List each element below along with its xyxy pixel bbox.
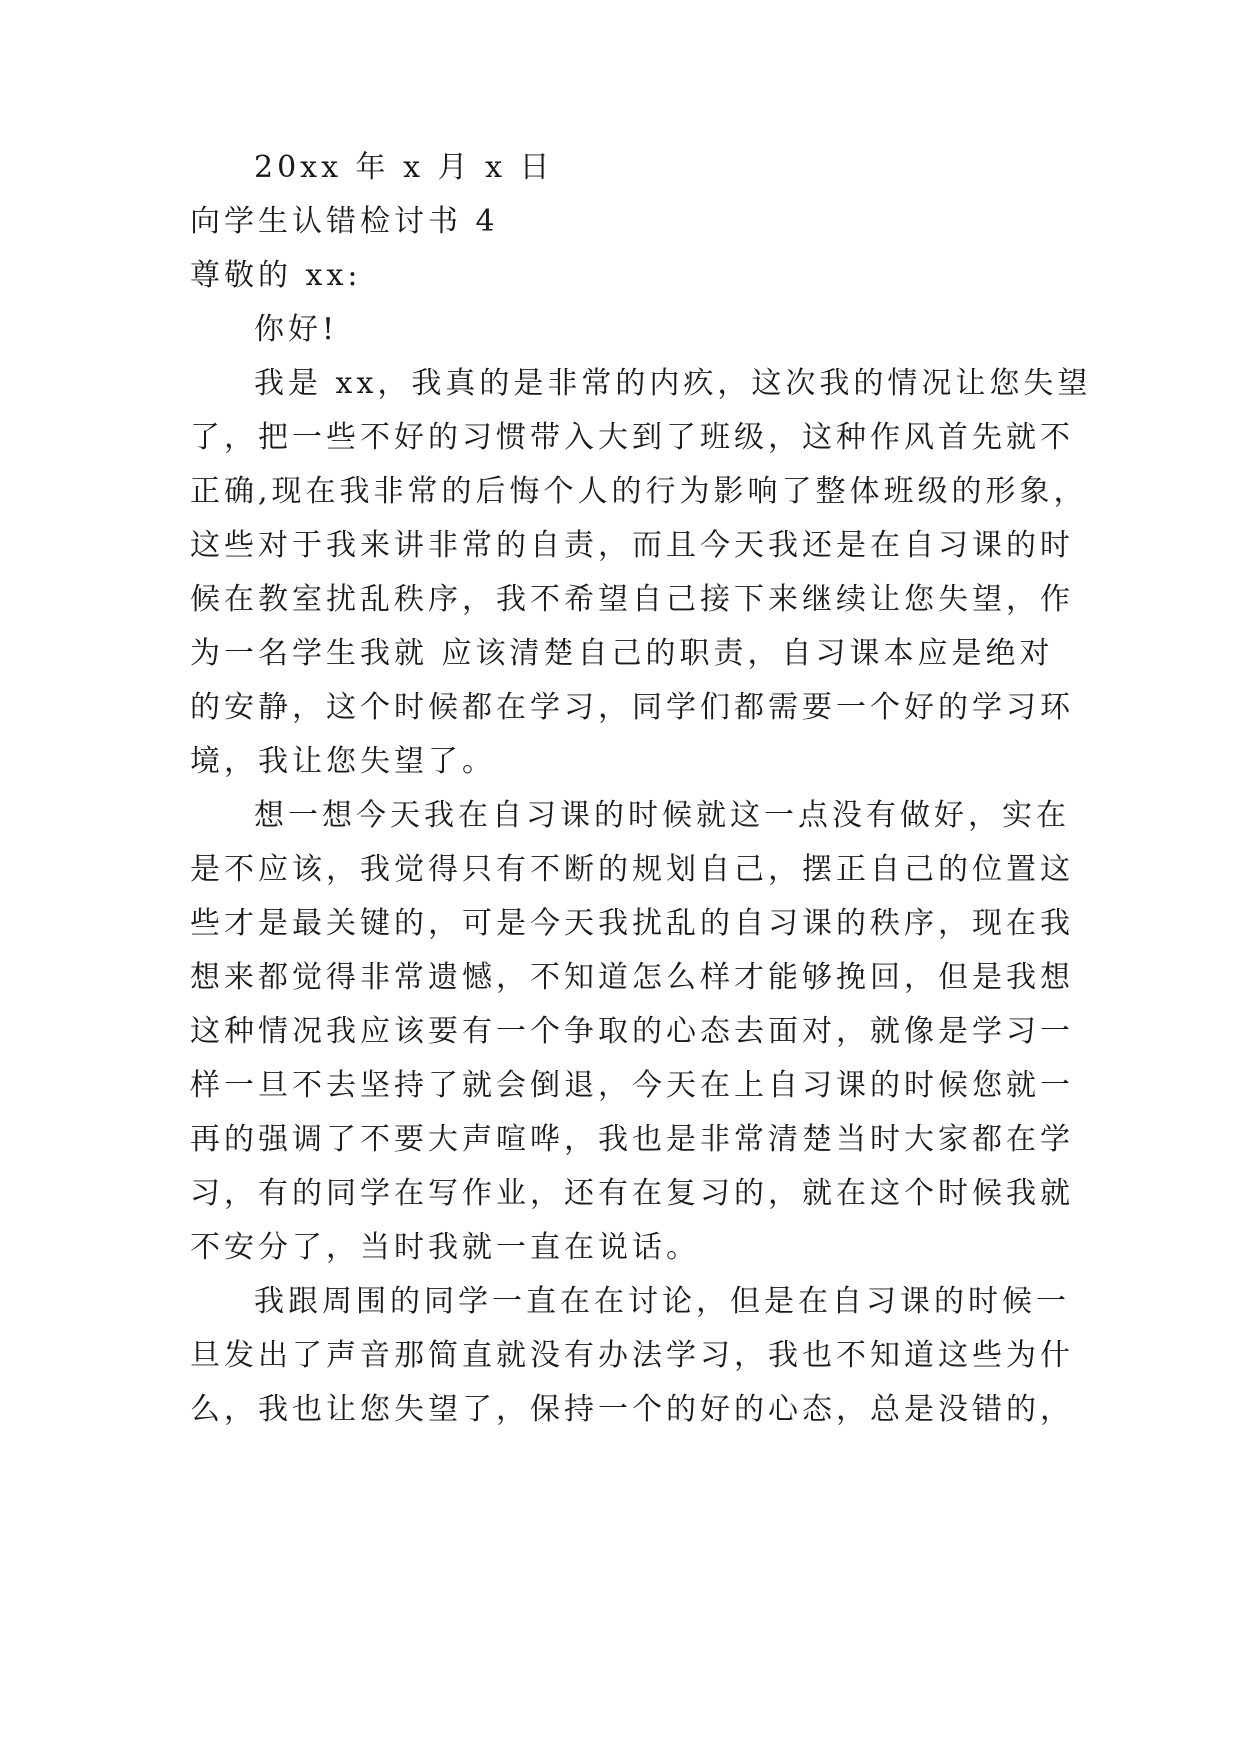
paragraph-line: 候在教室扰乱秩序，我不希望自己接下来继续让您失望，作	[190, 582, 1074, 617]
paragraph-line: 我跟周围的同学一直在在讨论，但是在自习课的时候一	[254, 1284, 1070, 1319]
paragraph-line: 不安分了，当时我就一直在说话。	[190, 1230, 700, 1265]
paragraph-line: 这些对于我来讲非常的自责，而且今天我还是在自习课的时	[190, 528, 1074, 563]
paragraph-line: 的安静，这个时候都在学习，同学们都需要一个好的学习环	[190, 690, 1074, 725]
paragraph-line: 正确,现在我非常的后悔个人的行为影响了整体班级的形象，	[190, 474, 1088, 509]
paragraph-line: 是不应该，我觉得只有不断的规划自己，摆正自己的位置这	[190, 852, 1074, 887]
paragraph-line: 习，有的同学在写作业，还有在复习的，就在这个时候我就	[190, 1176, 1074, 1211]
paragraph-line: 想一想今天我在自习课的时候就这一点没有做好，实在	[254, 798, 1070, 833]
document-title: 向学生认错检讨书 4	[190, 204, 499, 239]
paragraph-line: 境，我让您失望了。	[190, 744, 496, 779]
paragraph-line: 么，我也让您失望了，保持一个的好的心态，总是没错的，	[190, 1392, 1074, 1427]
paragraph-line: 旦发出了声音那简直就没有办法学习，我也不知道这些为什	[190, 1338, 1074, 1373]
paragraph-line: 些才是最关键的，可是今天我扰乱的自习课的秩序，现在我	[190, 906, 1074, 941]
paragraph-line: 我是 xx，我真的是非常的内疚，这次我的情况让您失望	[254, 366, 1092, 401]
date-line: 20xx 年 x 月 x 日	[254, 150, 554, 185]
paragraph-line: 这种情况我应该要有一个争取的心态去面对，就像是学习一	[190, 1014, 1074, 1049]
paragraph-line: 想来都觉得非常遗憾，不知道怎么样才能够挽回，但是我想	[190, 960, 1074, 995]
paragraph-line: 样一旦不去坚持了就会倒退，今天在上自习课的时候您就一	[190, 1068, 1074, 1103]
paragraph-line: 了，把一些不好的习惯带入大到了班级，这种作风首先就不	[190, 420, 1074, 455]
paragraph-line: 为一名学生我就 应该清楚自己的职责，自习课本应是绝对	[190, 636, 1054, 671]
salutation: 尊敬的 xx:	[190, 258, 362, 293]
greeting: 你好!	[254, 312, 339, 347]
paragraph-line: 再的强调了不要大声喧哗，我也是非常清楚当时大家都在学	[190, 1122, 1074, 1157]
